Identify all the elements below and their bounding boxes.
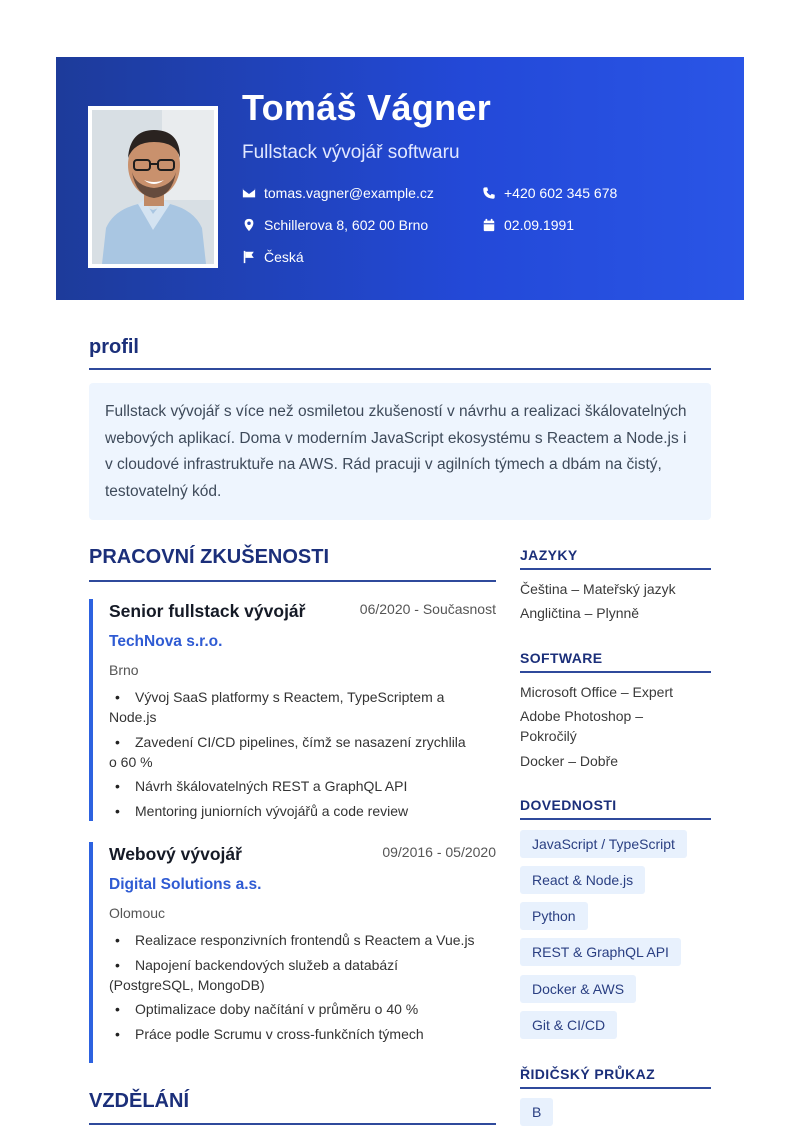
job-bullets — [109, 930, 477, 1048]
experience-heading: PRACOVNÍ ZKUŠENOSTI — [89, 546, 330, 568]
calendar-icon — [482, 218, 496, 232]
flag-icon — [242, 250, 256, 264]
job-date: 09/2016 - 05/2020 — [382, 844, 496, 860]
software-item: Microsoft Office – Expert — [520, 684, 674, 700]
address-text: Schillerova 8, 602 00 Brno — [264, 217, 429, 233]
nationality-text: Česká — [264, 249, 304, 265]
phone-text: +420 602 345 678 — [504, 185, 618, 201]
experience-divider — [89, 580, 496, 582]
job-title: Senior fullstack vývojář — [109, 601, 306, 621]
contact-birthdate — [482, 217, 574, 233]
languages-divider — [520, 568, 711, 570]
phone-icon — [482, 186, 496, 200]
language-item: Čeština – Mateřský jazyk — [520, 581, 676, 597]
software-heading: SOFTWARE — [520, 650, 603, 666]
skills-divider — [520, 818, 711, 820]
license-divider — [520, 1087, 711, 1089]
job-bullet: • Optimalizace doby načítání v průměru o 40 % — [109, 999, 477, 1019]
skill-tag: REST & GraphQL API — [520, 938, 681, 966]
profile-divider — [89, 368, 711, 370]
envelope-icon — [242, 186, 256, 200]
skill-tag: JavaScript / TypeScript — [520, 830, 687, 858]
candidate-name: Tomáš Vágner — [242, 87, 492, 128]
email-text: tomas.vagner@example.cz — [264, 185, 434, 201]
job-bullets — [109, 687, 477, 825]
contact-phone — [482, 185, 617, 201]
candidate-title: Fullstack vývojář softwaru — [242, 142, 460, 163]
job-bullet: • Napojení backendových služeb a databází (PostgreSQL, MongoDB) — [109, 955, 477, 995]
job-bullet: • Práce podle Scrumu v cross-funkčních týmech — [109, 1024, 477, 1044]
contact-email — [242, 185, 434, 201]
job-city: Olomouc — [109, 905, 166, 921]
portrait-image — [92, 110, 214, 264]
languages-heading: JAZYKY — [520, 547, 578, 563]
job-bullet: • Návrh škálovatelných REST a GraphQL API — [109, 776, 477, 796]
skill-tag: Docker & AWS — [520, 975, 636, 1003]
license-heading: ŘIDIČSKÝ PRŮKAZ — [520, 1066, 656, 1082]
software-item: Adobe Photoshop – Pokročilý — [520, 708, 643, 744]
software-item: Docker – Dobře — [520, 753, 619, 769]
skill-tag: Python — [520, 902, 588, 930]
job-bullet: • Vývoj SaaS platformy s Reactem, TypeScriptem a Node.js — [109, 687, 477, 727]
skill-tag: Git & CI/CD — [520, 1011, 617, 1039]
job-entry — [89, 599, 496, 821]
profile-summary: Fullstack vývojář s více než osmiletou zkušeností v návrhu a realizaci škálovatelných webových aplikací. Doma v moderním JavaScript ekosystému s Reactem a Node.js i v cloudové infrastruktuře na AWS. Rád pracuji v agilních týmech a dbám na čistý, testovatelný kód. — [89, 383, 711, 520]
job-company: Digital Solutions a.s. — [109, 876, 262, 893]
job-title: Webový vývojář — [109, 844, 242, 864]
education-divider — [89, 1123, 496, 1125]
profile-heading: profil — [89, 336, 139, 358]
software-divider — [520, 671, 711, 673]
job-date: 06/2020 - Současnost — [359, 601, 496, 617]
job-bullet: • Realizace responzivních frontendů s Reactem a Vue.js — [109, 930, 477, 950]
profile-photo — [88, 106, 218, 268]
job-city: Brno — [109, 662, 139, 678]
skills-heading: DOVEDNOSTI — [520, 797, 617, 813]
map-pin-icon — [242, 218, 256, 232]
education-heading: VZDĚLÁNÍ — [89, 1090, 189, 1112]
job-bullet: • Zavedení CI/CD pipelines, čímž se nasazení zrychlila o 60 % — [109, 732, 477, 772]
job-entry — [89, 842, 496, 1063]
job-company: TechNova s.r.o. — [109, 633, 223, 650]
contact-nationality — [242, 249, 304, 265]
language-item: Angličtina – Plynně — [520, 605, 640, 621]
birthdate-text: 02.09.1991 — [504, 217, 575, 233]
license-tag: B — [520, 1098, 553, 1126]
cv-header — [56, 57, 744, 300]
contact-address — [242, 217, 428, 233]
skill-tag: React & Node.js — [520, 866, 645, 894]
job-bullet: • Mentoring juniorních vývojářů a code review — [109, 801, 477, 821]
